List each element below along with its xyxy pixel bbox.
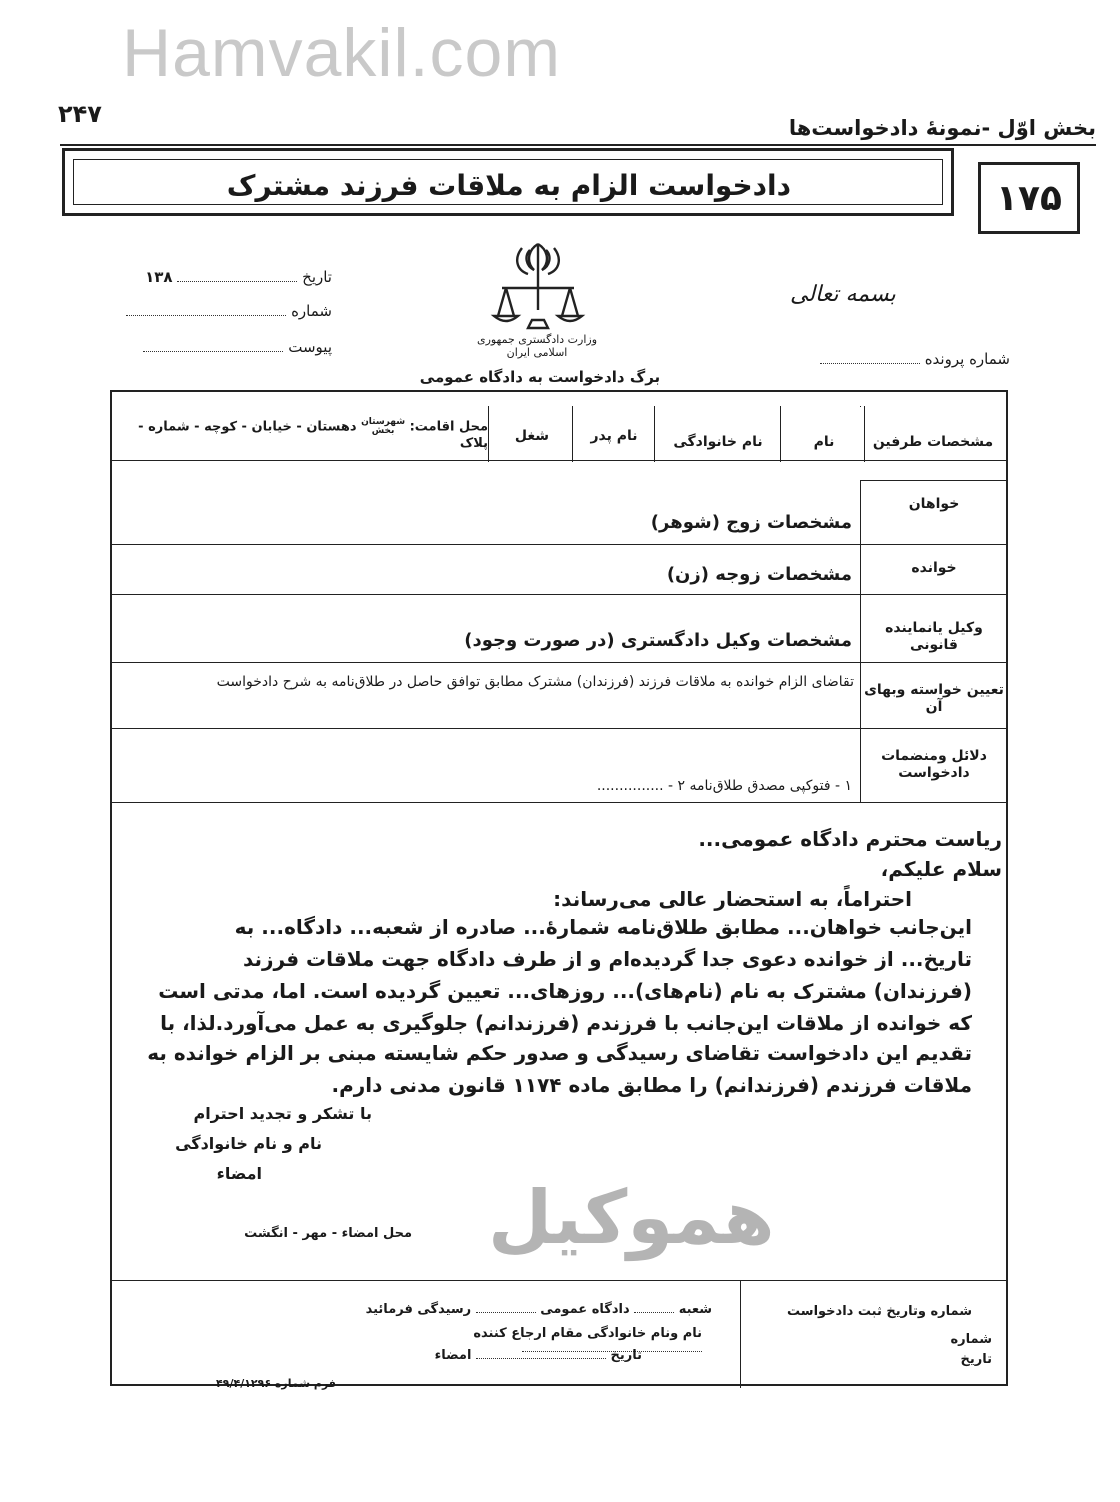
attachment-field[interactable] bbox=[112, 338, 332, 356]
header-rule bbox=[60, 144, 1096, 146]
footer-branch: شعبه bbox=[678, 1302, 712, 1317]
row-sep-0 bbox=[860, 480, 1006, 481]
title-box bbox=[62, 148, 954, 216]
letter-greeting: سلام علیکم، bbox=[880, 857, 1002, 881]
case-number-field[interactable] bbox=[800, 350, 1010, 368]
header-row-bottom bbox=[112, 460, 1006, 461]
col-sep-3 bbox=[654, 406, 655, 462]
row-sep-3 bbox=[112, 662, 1006, 663]
emblem-caption: وزارت دادگستری جمهوری اسلامی ایران bbox=[476, 333, 598, 359]
footer-sign: امضاء bbox=[434, 1348, 472, 1363]
number-field[interactable] bbox=[112, 302, 332, 320]
row-value-evidence[interactable]: ۱ - فتوکپی مصدق طلاق‌نامه ۲ - ............... bbox=[596, 778, 852, 794]
header-address-label: محل اقامت: bbox=[409, 419, 488, 435]
section-title: بخش اوّل -نمونهٔ دادخواست‌ها bbox=[788, 116, 1096, 140]
attachment-dots bbox=[143, 346, 283, 352]
registration-date[interactable]: تاریخ bbox=[960, 1352, 992, 1367]
signature-label[interactable]: امضاء bbox=[216, 1164, 262, 1183]
name-line: نام و نام خانوادگی bbox=[175, 1134, 322, 1153]
label-column-line bbox=[860, 480, 861, 802]
date-dots bbox=[177, 276, 297, 282]
footer-date: تاریخ bbox=[610, 1348, 642, 1363]
date-value: ۱۳۸ bbox=[145, 268, 173, 286]
col-sep-1 bbox=[864, 406, 865, 462]
seal-line[interactable]: محل امضاء - مهر - انگشت bbox=[244, 1226, 412, 1241]
iran-emblem-icon bbox=[488, 240, 588, 336]
footer-dots-4 bbox=[476, 1353, 606, 1359]
footer-branch-line[interactable] bbox=[272, 1302, 712, 1317]
row-sep-1 bbox=[112, 544, 1006, 545]
registration-number[interactable]: شماره bbox=[950, 1332, 992, 1347]
date-field[interactable] bbox=[112, 268, 332, 286]
footer-col-sep bbox=[740, 1280, 741, 1388]
document-title: دادخواست الزام به ملاقات فرزند مشترک bbox=[226, 169, 791, 202]
footer-date-line[interactable] bbox=[262, 1348, 642, 1363]
watermark-brand: هموکیل bbox=[488, 1175, 775, 1261]
header-address bbox=[118, 418, 488, 451]
letter-line-4: (فرزندان) مشترک به نام (نام‌های)... روزهای... تعیین گردیده است. اما، مدتی است bbox=[158, 979, 972, 1003]
header-father: نام پدر bbox=[590, 428, 638, 444]
row-value-defendant[interactable]: مشخصات زوجه (زن) bbox=[666, 564, 852, 585]
row-label-plaintiff: خواهان bbox=[908, 496, 960, 512]
letter-line-5: که خوانده از ملاقات این‌جانب با فرزندم (فرزندانم) جلوگیری به عمل می‌آورد.لذا، با bbox=[160, 1011, 972, 1035]
row-label-evidence: دلائل ومنضمات دادخواست bbox=[881, 748, 987, 781]
letter-line-6: تقدیم این دادخواست تقاضای رسیدگی و صدور حکم شایسته مبنی بر الزام خوانده به bbox=[147, 1041, 972, 1065]
footer-referrer: نام ونام خانوادگی مقام ارجاع کننده bbox=[473, 1326, 702, 1341]
header-address-city: شهرستان bbox=[361, 417, 406, 427]
row-sep-2 bbox=[112, 594, 1006, 595]
letter-line-1: احتراماً، به استحضار عالی می‌رساند: bbox=[553, 887, 912, 911]
letter-line-3: تاریخ... از خوانده دعوی جدا گردیده‌ام و از طرف دادگاه جهت ملاقات فرزند bbox=[242, 947, 972, 971]
row-sep-5 bbox=[112, 802, 1006, 803]
number-dots bbox=[126, 310, 286, 316]
col-sep-4 bbox=[572, 406, 573, 462]
row-label-claim: تعیین خواسته وبهای آن bbox=[864, 682, 1004, 715]
footer-dots-1 bbox=[634, 1307, 674, 1313]
header-address-rest: دهستان - خیابان - کوچه - شماره - پلاک bbox=[138, 419, 488, 451]
number-label: شماره bbox=[291, 302, 332, 320]
header-job: شغل bbox=[514, 428, 550, 444]
footer-sep bbox=[112, 1280, 1006, 1281]
col-sep-5 bbox=[488, 406, 489, 462]
row-value-plaintiff[interactable]: مشخصات زوج (شوهر) bbox=[650, 512, 852, 533]
letter-line-7: ملاقات فرزندم (فرزندانم) را مطابق ماده ۱۱۷۴ قانون مدنی دارم. bbox=[331, 1073, 972, 1097]
form-number: ۱۷۵ bbox=[978, 162, 1080, 234]
case-number-dots bbox=[820, 358, 920, 364]
row-sep-4 bbox=[112, 728, 1006, 729]
header-name: نام bbox=[813, 434, 835, 450]
case-number-label: شماره پرونده bbox=[924, 350, 1010, 368]
registration-title: شماره وتاریخ ثبت دادخواست bbox=[787, 1304, 972, 1319]
page-number: ۲۴۷ bbox=[58, 100, 102, 128]
letter-addressee: ریاست محترم دادگاه عمومی... bbox=[698, 827, 1002, 851]
header-address-district: بخش bbox=[371, 426, 395, 436]
footer-handle: رسیدگی فرمائید bbox=[365, 1302, 472, 1317]
footer-dots-2 bbox=[476, 1307, 536, 1313]
row-value-claim[interactable]: تقاضای الزام خوانده به ملاقات فرزند (فرزندان) مشترک مطابق توافق حاصل در طلاق‌نامه به شرح دادخواست bbox=[216, 674, 854, 690]
closing: با تشکر و تجدید احترام bbox=[193, 1104, 372, 1123]
date-label: تاریخ bbox=[302, 268, 332, 286]
letter-line-2: این‌جانب خواهان... مطابق طلاق‌نامه شمارهٔ... صادره از شعبه... دادگاه... به bbox=[234, 915, 972, 939]
form-title: برگ دادخواست به دادگاه عمومی bbox=[419, 368, 661, 386]
row-label-defendant: خوانده bbox=[911, 560, 957, 576]
basmala: بسمه تعالی bbox=[790, 282, 896, 307]
footer-court: دادگاه عمومی bbox=[540, 1302, 630, 1317]
row-value-lawyer[interactable]: مشخصات وکیل دادگستری (در صورت وجود) bbox=[464, 630, 852, 651]
col-sep-2 bbox=[780, 406, 781, 462]
form-code: فرم شماره ۴۹/۴/۱۲۹۶ bbox=[216, 1377, 336, 1390]
row-label-lawyer: وکیل یانماینده قانونی bbox=[885, 620, 983, 653]
watermark-site: Hamvakil.com bbox=[122, 15, 561, 91]
header-family: نام خانوادگی bbox=[673, 434, 763, 450]
attachment-label: پیوست bbox=[288, 338, 332, 356]
spacer bbox=[860, 406, 861, 407]
header-parties: مشخصات طرفین bbox=[872, 434, 994, 450]
